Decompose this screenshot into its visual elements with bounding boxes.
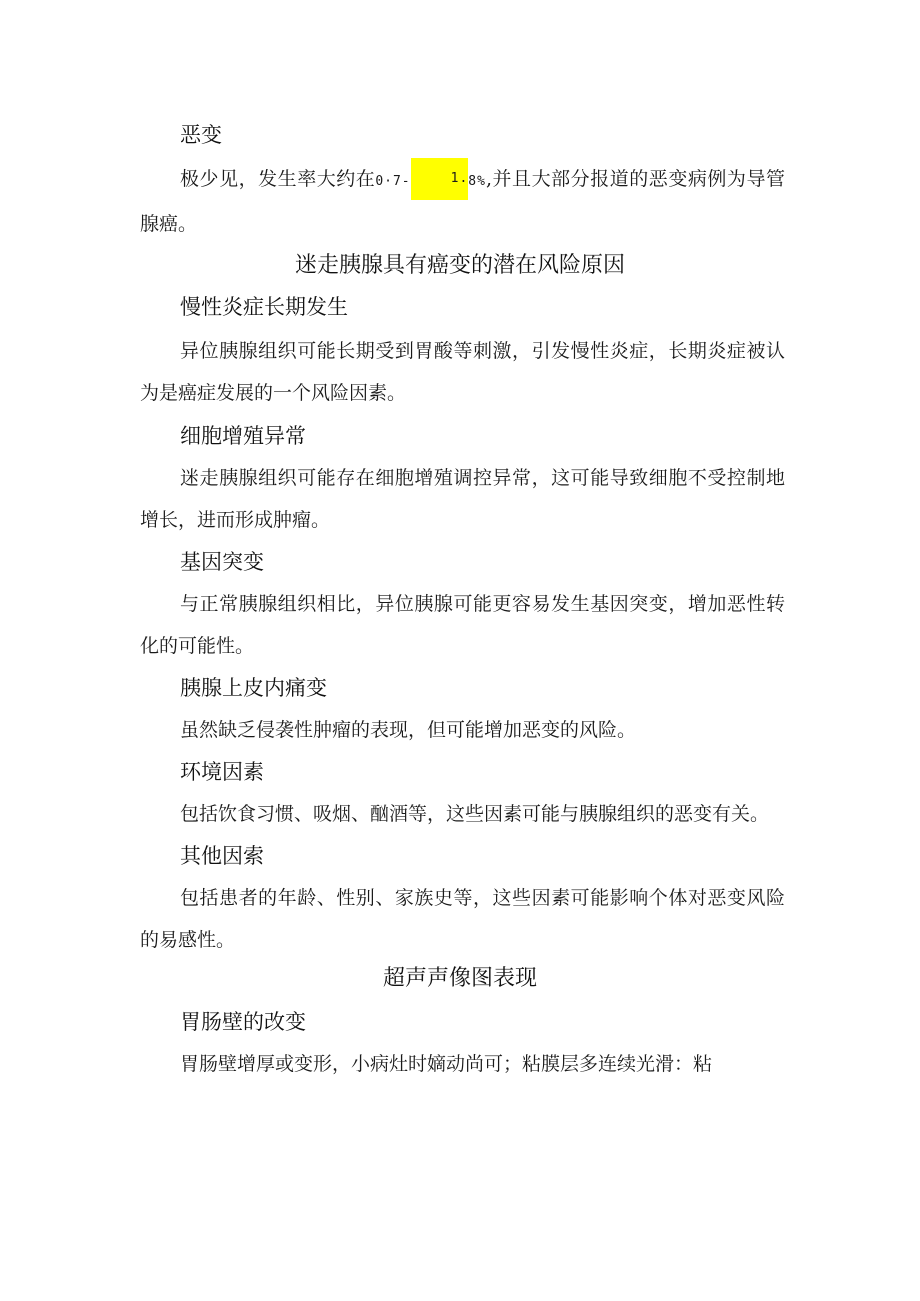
paragraph-gi-wall-changes: 胃肠壁增厚或变形，小病灶时嫡动尚可；粘膜层多连续光滑：粘: [180, 1053, 713, 1075]
highlighted-rate-value: 1.: [411, 158, 469, 200]
paragraph-other-factors: 包括患者的年龄、性别、家族史等，这些因素可能影响个体对恶变风险的易感性。: [140, 887, 785, 951]
paragraph-pancreatic-intraepithelial: 虽然缺乏侵袭性肿瘤的表现，但可能增加恶变的风险。: [180, 719, 637, 741]
paragraph-malignancy: [140, 158, 785, 245]
heading-malignancy: 恶变: [180, 123, 222, 147]
heading-gi-wall-changes: 胃肠壁的改变: [180, 1010, 306, 1034]
section-title-cancer-risk: 迷走胰腺具有癌变的潜在风险原因: [294, 253, 625, 278]
paragraph-environmental-factors: 包括饮食习惯、吸烟、酗酒等，这些因素可能与胰腺组织的恶变有关。: [180, 803, 770, 825]
paragraph-gene-mutation: 与正常胰腺组织相比，异位胰腺可能更容易发生基因突变，增加恶性转化的可能性。: [140, 593, 785, 657]
malignancy-text-post: ,并且大部分报道的恶变病例为导管腺癌。: [140, 168, 785, 235]
heading-pancreatic-intraepithelial: 胰腺上皮内痛变: [180, 676, 327, 700]
section-title-ultrasound: 超声声像图表现: [382, 966, 537, 991]
rate-range-end: 8%: [468, 174, 486, 189]
heading-other-factors: 其他因索: [180, 844, 264, 868]
paragraph-chronic-inflammation: 异位胰腺组织可能长期受到胃酸等刺激，引发慢性炎症，长期炎症被认为是癌症发展的一个风险因素。: [140, 340, 785, 404]
malignancy-text-pre: 极少见，发生率大约在: [180, 168, 376, 190]
heading-cell-proliferation: 细胞增殖异常: [180, 424, 306, 448]
heading-chronic-inflammation: 慢性炎症长期发生: [180, 295, 348, 319]
paragraph-cell-proliferation: 迷走胰腺组织可能存在细胞增殖调控异常，这可能导致细胞不受控制地增长，进而形成肿瘤。: [140, 467, 785, 531]
rate-range-start: 0·7-: [375, 174, 411, 189]
heading-environmental-factors: 环境因素: [180, 760, 264, 784]
heading-gene-mutation: 基因突变: [180, 550, 264, 574]
